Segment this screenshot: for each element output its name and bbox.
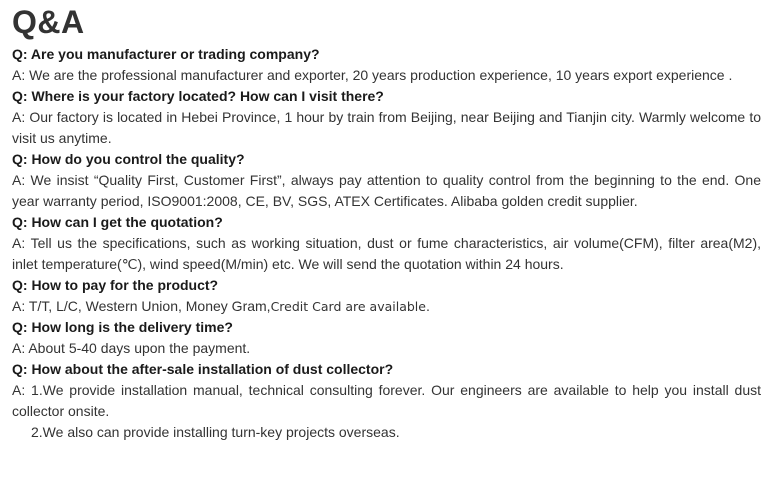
answer-manufacturer: A: We are the professional manufacturer and exporter, 20 years production experience, 10 years export experience . <box>12 67 733 83</box>
question-factory-location: Q: Where is your factory located? How can I visit there? <box>12 88 384 104</box>
answer-quotation: A: Tell us the specifications, such as working situation, dust or fume characteristics, air volume(CFM), filter area(M2), inlet temperature(℃), wind speed(M/min) etc. We will send the quotation within 24 hours. <box>12 235 761 272</box>
answer-payment-credit: Credit Card are available. <box>270 299 430 314</box>
qa-list <box>12 44 761 443</box>
question-after-sale: Q: How about the after-sale installation of dust collector? <box>12 361 394 377</box>
question-quotation: Q: How can I get the quotation? <box>12 214 223 230</box>
question-quality-control: Q: How do you control the quality? <box>12 151 245 167</box>
answer-quality-control: A: We insist “Quality First, Customer First”, always pay attention to quality control from the beginning to the end. One year warranty period, ISO9001:2008, CE, BV, SGS, ATEX Certificates. Alibaba golden credit supplier. <box>12 172 761 209</box>
question-delivery-time: Q: How long is the delivery time? <box>12 319 233 335</box>
answer-payment <box>12 296 761 317</box>
page-title: Q&A <box>12 4 85 40</box>
answer-after-sale: A: 1.We provide installation manual, technical consulting forever. Our engineers are available to help you install dust collector onsite. <box>12 382 761 419</box>
question-manufacturer: Q: Are you manufacturer or trading company? <box>12 46 320 62</box>
question-payment: Q: How to pay for the product? <box>12 277 219 293</box>
qa-page <box>12 0 761 443</box>
answer-factory-location: A: Our factory is located in Hebei Province, 1 hour by train from Beijing, near Beijing and Tianjin city. Warmly welcome to visit us anytime. <box>12 109 761 146</box>
answer-delivery-time: A: About 5-40 days upon the payment. <box>12 340 251 356</box>
answer-after-sale-second: 2.We also can provide installing turn-key projects overseas. <box>31 424 400 440</box>
answer-payment-main: A: T/T, L/C, Western Union, Money Gram, <box>12 298 271 314</box>
